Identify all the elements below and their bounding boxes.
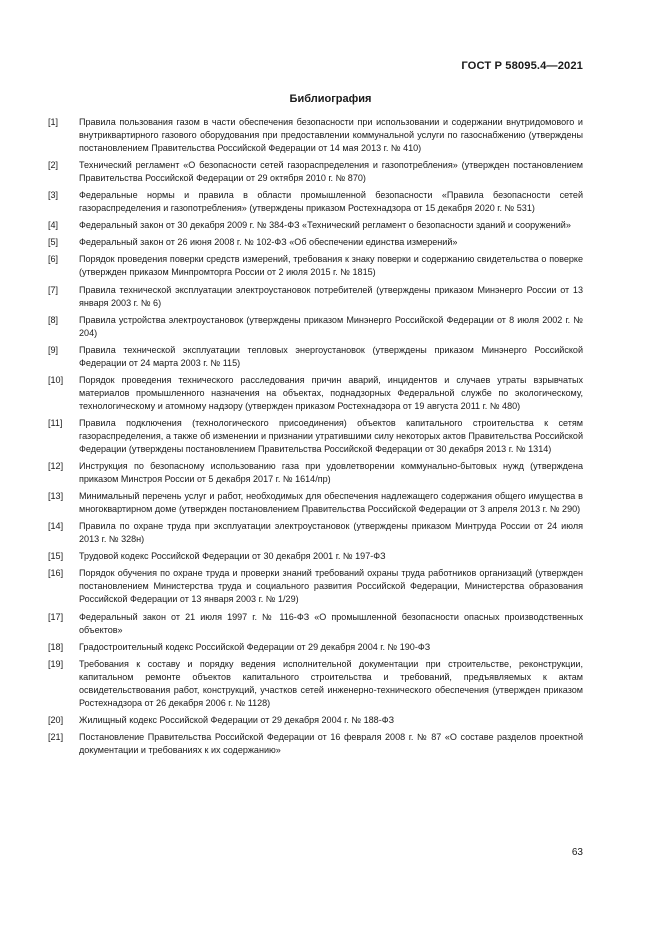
bibliography-entry [48, 284, 583, 310]
bibliography-entry [48, 460, 583, 486]
entry-text: Требования к составу и порядку ведения исполнительной документации при строительстве, реконструкции, капитальном ремонте объектов капитального строительства и требований, предъявляемых к актам освидетельствования работ, конструкций, участков сетей инженерно-технического обеспечения (утвержден приказом Ростехнадзора от 26 декабря 2006 г. № 1128) [79, 658, 583, 708]
entry-text: Постановление Правительства Российской Федерации от 16 февраля 2008 г. № 87 «О составе разделов проектной документации и требованиях к их содержанию» [79, 731, 583, 755]
entry-number: [16] [48, 568, 64, 579]
bibliography-entry [48, 611, 583, 637]
bibliography-entry [48, 641, 583, 654]
entry-number: [9] [48, 344, 59, 355]
entry-text: Федеральный закон от 21 июля 1997 г. № 116-ФЗ «О промышленной безопасности опасных производственных объектов» [79, 611, 583, 635]
bibliography-entry [48, 658, 583, 710]
bibliography-entry [48, 314, 583, 340]
entry-text: Минимальный перечень услуг и работ, необходимых для обеспечения надлежащего содержания общего имущества в многоквартирном доме (утвержден постановлением Правительства Российской Федерации от 3 апреля 2013 г. № 290) [79, 491, 583, 515]
entry-number: [1] [48, 117, 59, 127]
bibliography-entry [48, 159, 583, 185]
bibliography-entry [48, 417, 583, 456]
bibliography-entry [48, 116, 583, 155]
entry-text: Жилищный кодекс Российской Федерации от 29 декабря 2004 г. № 188-ФЗ [79, 714, 395, 725]
entry-text: Порядок обучения по охране труда и проверки знаний требований охраны труда работников организаций (утвержден постановлением Министерства труда и социального развития Российской Федерации, Министерства образования Российской Федерации от 13 января 2003 г. № 1/29) [79, 568, 583, 605]
entry-number: [2] [48, 160, 59, 171]
entry-number: [6] [48, 254, 59, 265]
bibliography-entry [48, 219, 583, 232]
bibliography-entry [48, 520, 583, 546]
entry-number: [3] [48, 190, 59, 201]
entry-text: Технический регламент «О безопасности сетей газораспределения и газопотребления» (утвержден постановлением Правительства Российской Федерации от 29 октября 2010 г. № 870) [79, 160, 583, 184]
entry-text: Федеральный закон от 26 июня 2008 г. № 102-ФЗ «Об обеспечении единства измерений» [79, 237, 458, 248]
entry-number: [17] [48, 611, 64, 622]
entry-number: [10] [48, 374, 64, 385]
bibliography-entry [48, 731, 583, 757]
bibliography-entry [48, 236, 583, 249]
section-title: Библиография [289, 93, 372, 105]
entry-number: [18] [48, 641, 64, 652]
entry-number: [15] [48, 551, 64, 562]
entry-text: Федеральные нормы и правила в области промышленной безопасности «Правила безопасности сетей газораспределения и газопотребления» (утверждены приказом Ростехнадзора от 15 декабря 2020 г. № 531) [79, 190, 583, 214]
entry-text: Правила технической эксплуатации электроустановок потребителей (утверждены приказом Минэнерго России от 13 января 2003 г. № 6) [79, 284, 583, 308]
entry-number: [7] [48, 284, 59, 295]
entry-text: Федеральный закон от 30 декабря 2009 г. № 384-ФЗ «Технический регламент о безопасности зданий и сооружений» [79, 220, 571, 231]
bibliography-list [48, 116, 583, 761]
bibliography-entry [48, 374, 583, 413]
entry-number: [21] [48, 731, 64, 742]
entry-text: Инструкция по безопасному использованию газа при удовлетворении коммунально-бытовых нужд (утверждена приказом Минстроя России от 5 декабря 2017 г. № 1614/пр) [79, 461, 583, 485]
bibliography-entry [48, 550, 583, 563]
entry-number: [8] [48, 314, 59, 325]
entry-text: Правила по охране труда при эксплуатации электроустановок (утверждены приказом Минтруда России от 24 июля 2013 г. № 328н) [79, 521, 583, 545]
entry-text: Правила подключения (технологического присоединения) объектов капитального строительства к сетям газораспределения, а также об изменении и признании утратившими силу некоторых актов Правительства Российской Федерации (утверждены постановлением Правительства Российской Федерации от 30 декабря 2013 г. № 1314) [79, 417, 583, 454]
entry-text: Правила устройства электроустановок (утверждены приказом Минэнерго Российской Федерации от 8 июля 2002 г. № 204) [79, 314, 583, 338]
entry-text: Порядок проведения поверки средств измерений, требования к знаку поверки и содержанию свидетельства о поверке (утвержден приказом Минпромторга России от 2 июля 2015 г. № 1815) [79, 254, 583, 278]
entry-number: [4] [48, 220, 59, 231]
entry-number: [19] [48, 658, 64, 669]
entry-number: [14] [48, 521, 64, 532]
bibliography-entry [48, 253, 583, 279]
entry-number: [20] [48, 714, 64, 725]
bibliography-entry [48, 714, 583, 727]
entry-text: Правила пользования газом в части обеспечения безопасности при использовании и содержании внутридомового и внутриквартирного газового оборудования при предоставлении коммунальной услуги по газоснабжению (утверждены постановлением Правительства Российской Федерации от 14 мая 2013 г. № 410) [79, 117, 583, 153]
entry-number: [11] [48, 417, 63, 428]
standard-designation: ГОСТ Р 58095.4—2021 [461, 60, 583, 72]
entry-number: [5] [48, 237, 59, 248]
bibliography-entry [48, 189, 583, 215]
entry-text: Трудовой кодекс Российской Федерации от 30 декабря 2001 г. № 197-ФЗ [79, 551, 386, 562]
entry-number: [12] [48, 461, 64, 472]
entry-number: [13] [48, 491, 64, 502]
entry-text: Правила технической эксплуатации тепловых энергоустановок (утверждены приказом Минэнерго Российской Федерации от 24 марта 2003 г. № 115) [79, 344, 583, 368]
bibliography-entry [48, 567, 583, 606]
bibliography-entry [48, 490, 583, 516]
page-number: 63 [571, 847, 583, 858]
bibliography-entry [48, 344, 583, 370]
entry-text: Градостроительный кодекс Российской Федерации от 29 декабря 2004 г. № 190-ФЗ [79, 641, 431, 652]
entry-text: Порядок проведения технического расследования причин аварий, инцидентов и случаев утраты взрывчатых материалов промышленного назначения на объектах, поднадзорных Федеральной службе по экологическому, технологическому и атомному надзору (утвержден приказом Ростехнадзора от 19 августа 2011 г. № 480) [79, 374, 583, 411]
